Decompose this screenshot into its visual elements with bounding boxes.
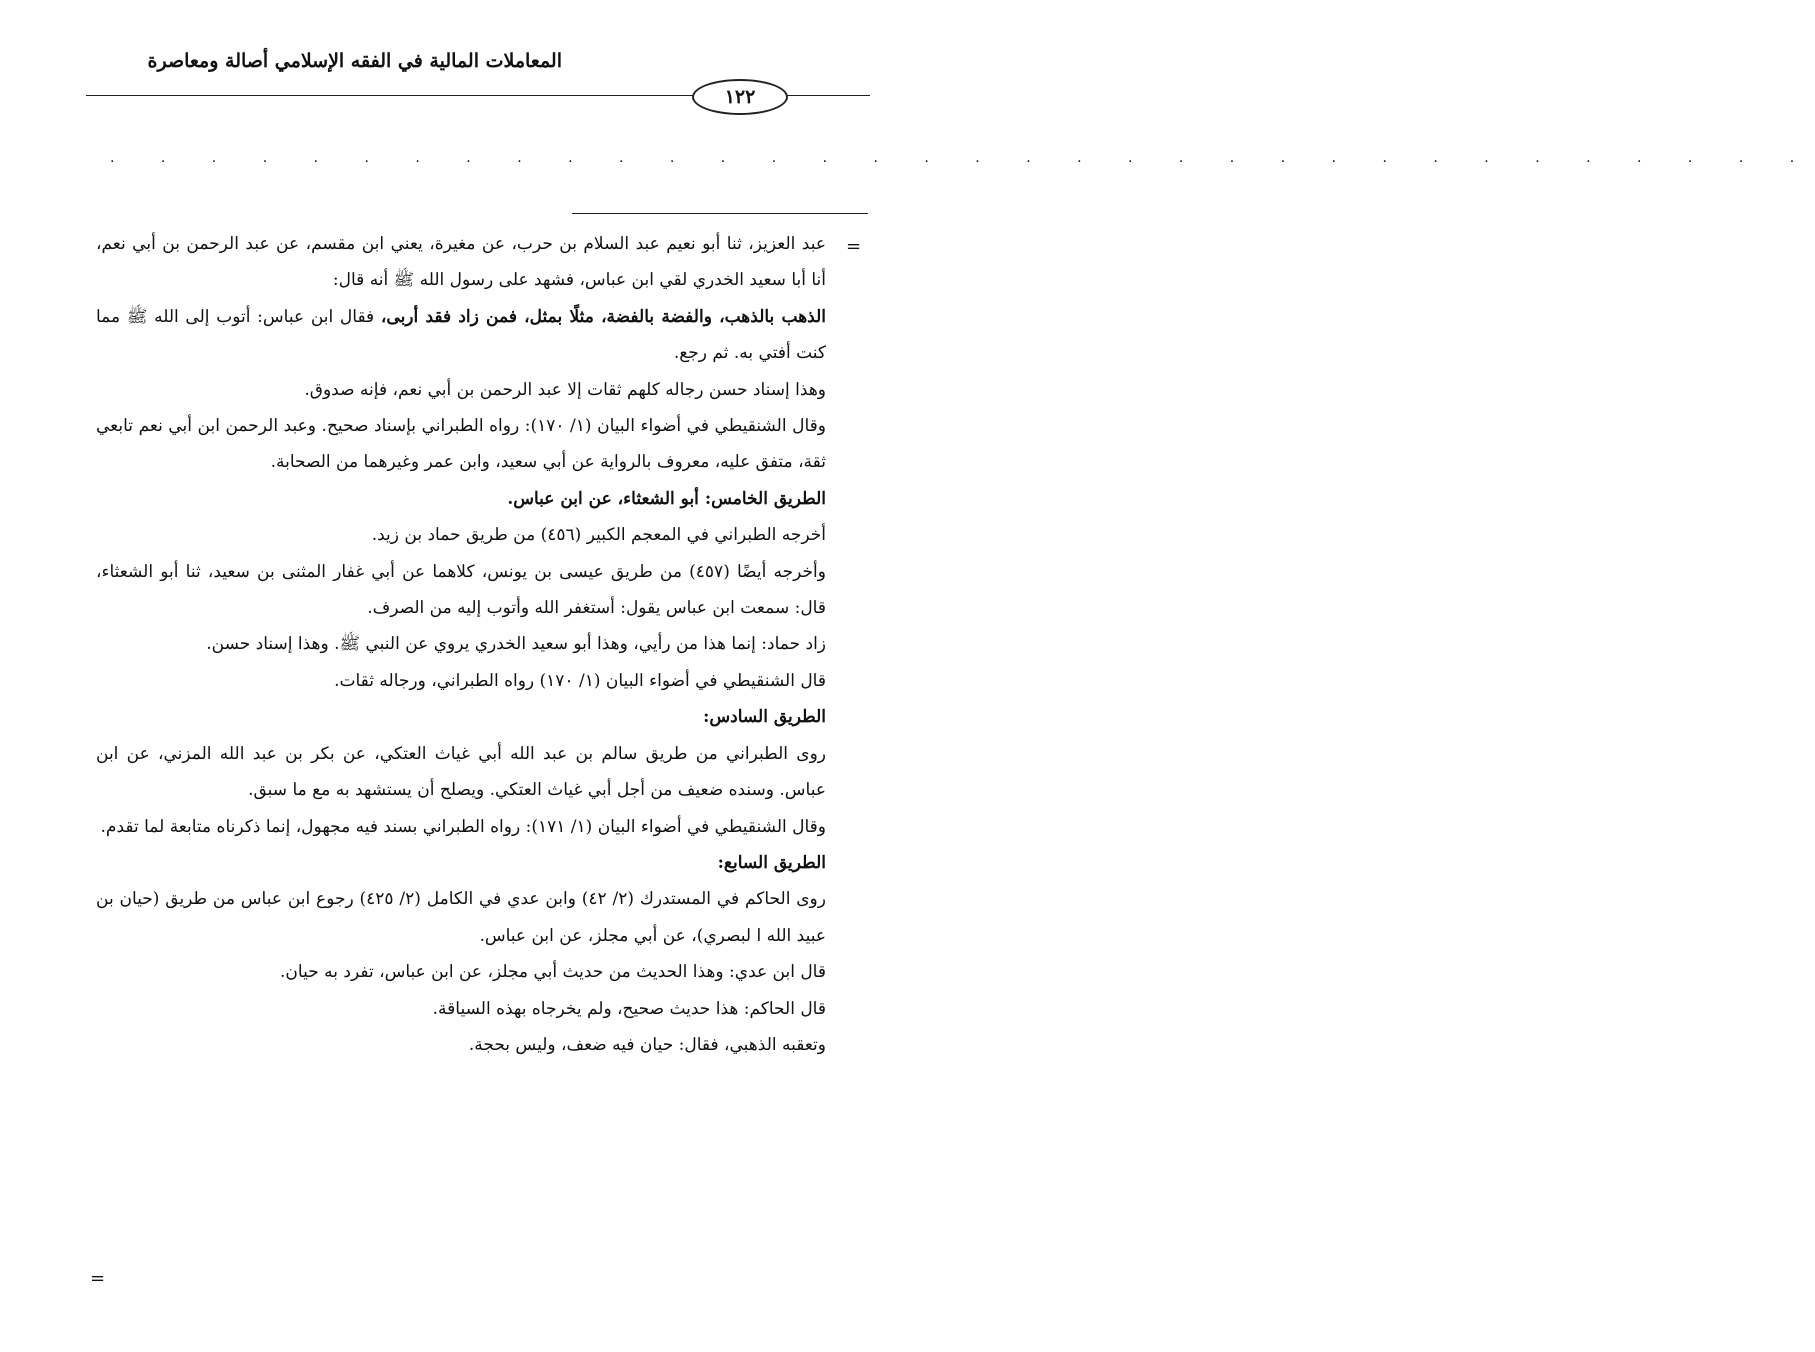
paragraph-15: قال ابن عدي: وهذا الحديث من حديث أبي مجلز، عن ابن عباس، تفرد به حيان. [280, 962, 826, 983]
continuation-mark-bottom: = [90, 1268, 106, 1289]
paragraph-14: روى الحاكم في المستدرك (٢/ ٤٢) وابن عدي في الكامل (٢/ ٤٢٥) رجوع ابن عباس من طريق (حيان بن عبيد الله ا لبصري)، عن أبي مجلز، عن ابن عباس. [96, 889, 826, 946]
paragraph-2-rest: فقال ابن عباس: أتوب إلى الله ﷺ مما كنت أفتي به. ثم رجع. [96, 306, 826, 364]
paragraph-9: قال الشنقيطي في أضواء البيان (١/ ١٧٠) رواه الطبراني، ورجاله ثقات. [334, 670, 826, 691]
paragraph-12: وقال الشنقيطي في أضواء البيان (١/ ١٧١): رواه الطبراني بسند فيه مجهول، إنما ذكرناه متابعة لما تقدم. [100, 816, 826, 837]
header-title: المعاملات المالية في الفقه الإسلامي أصالة ومعاصرة [147, 50, 562, 72]
page-number-oval [692, 79, 788, 115]
paragraph-1: عبد العزيز، ثنا أبو نعيم عبد السلام بن حرب، عن مغيرة، يعني ابن مقسم، عن عبد الرحمن بن أبي نعم، أنا أبا سعيد الخدري لقي ابن عباس، فشهد على رسول الله ﷺ أنه قال: [96, 234, 826, 291]
section-heading-6: الطريق السادس: [703, 707, 826, 728]
section-heading-5: الطريق الخامس: أبو الشعثاء، عن ابن عباس. [507, 488, 826, 509]
paragraph-8: زاد حماد: إنما هذا من رأيي، وهذا أبو سعيد الخدري يروي عن النبي ﷺ. وهذا إسناد حسن. [206, 634, 826, 655]
continuation-mark-top: = [846, 236, 862, 257]
separator-dots: . . . . . . . . . . . . . . . . . . . . . . . . . . . . . . . . . . [110, 150, 1815, 166]
page-number: ١٢٢ [724, 86, 756, 108]
paragraph-17: وتعقبه الذهبي، فقال: حيان فيه ضعف، وليس بحجة. [468, 1034, 826, 1055]
hadith-text: الذهب بالذهب، والفضة بالفضة، مثلًا بمثل، فمن زاد فقد أربى، [380, 306, 826, 327]
paragraph-16: قال الحاكم: هذا حديث صحيح، ولم يخرجاه بهذه السياقة. [432, 998, 826, 1019]
paragraph-4: وقال الشنقيطي في أضواء البيان (١/ ١٧٠): رواه الطبراني بإسناد صحيح. وعبد الرحمن ابن أبي نعم تابعي ثقة، متفق عليه، معروف بالرواية عن أبي سعيد، وابن عمر وغيرهما من الصحابة. [96, 416, 826, 473]
footnote-body [96, 226, 826, 1063]
paragraph-6: أخرجه الطبراني في المعجم الكبير (٤٥٦) من طريق حماد بن زيد. [371, 525, 826, 546]
paragraph-7: وأخرجه أيضًا (٤٥٧) من طريق عيسى بن يونس، كلاهما عن أبي غفار المثنى بن سعيد، ثنا أبو الشعثاء، قال: سمعت ابن عباس يقول: أستغفر الله وأتوب إليه من الصرف. [96, 561, 826, 619]
paragraph-2 [96, 299, 826, 372]
section-heading-7: الطريق السابع: [717, 852, 826, 873]
paragraph-11: روى الطبراني من طريق سالم بن عبد الله أبي غياث العتكي، عن بكر بن عبد الله المزني، عن ابن عباس. وسنده ضعيف من أجل أبي غياث العتكي. ويصلح أن يستشهد به مع ما سبق. [96, 743, 826, 801]
footnote-separator [572, 213, 868, 214]
paragraph-3: وهذا إسناد حسن رجاله كلهم ثقات إلا عبد الرحمن بن أبي نعم، فإنه صدوق. [304, 379, 826, 400]
